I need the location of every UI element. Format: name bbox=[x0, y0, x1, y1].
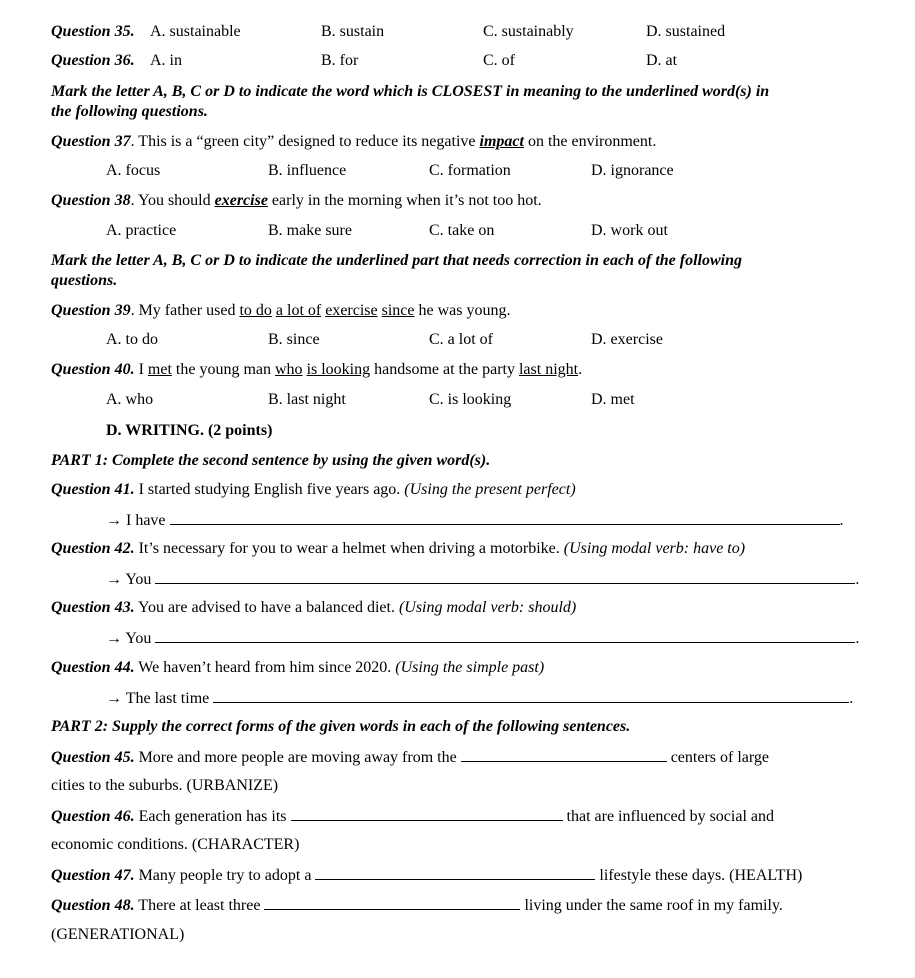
stem-text: You are advised to have a balanced diet. bbox=[134, 599, 399, 616]
hint-text: (Using modal verb: should) bbox=[398, 599, 577, 616]
question-number: Question 36. bbox=[51, 52, 135, 69]
q40-option-c: C. is looking bbox=[429, 391, 512, 408]
question-number: Question 35. bbox=[51, 23, 135, 40]
question-36-label bbox=[51, 51, 135, 71]
question-39-stem bbox=[51, 301, 510, 321]
q38-option-b: B. make sure bbox=[268, 222, 352, 239]
answer-blank[interactable] bbox=[155, 628, 855, 643]
stem-text: living under the same roof in my family. bbox=[520, 897, 783, 914]
question-number: Question 44. bbox=[51, 659, 135, 676]
underlined-part: to do bbox=[239, 302, 272, 319]
q39-option-b: B. since bbox=[268, 331, 320, 348]
question-number: Question 42. bbox=[51, 540, 135, 557]
question-46-stem bbox=[51, 806, 774, 827]
q37-option-b: B. influence bbox=[268, 162, 347, 179]
q35-option-b: B. sustain bbox=[321, 23, 385, 40]
instruction-correction-line1: Mark the letter A, B, C or D to indicate the underlined part that needs correction in each of the following bbox=[51, 252, 742, 269]
q37-option-c: C. formation bbox=[429, 162, 511, 179]
period: . bbox=[855, 571, 860, 588]
question-45-stem bbox=[51, 747, 769, 768]
stem-text: handsome at the party bbox=[370, 361, 519, 378]
question-48-line2: (GENERATIONAL) bbox=[51, 926, 185, 943]
question-number: Question 39 bbox=[51, 302, 131, 319]
question-number: Question 47. bbox=[51, 867, 135, 884]
stem-text: early in the morning when it’s not too hot. bbox=[267, 192, 542, 209]
answer-lead: → The last time bbox=[106, 690, 210, 707]
stem-text: on the environment. bbox=[523, 133, 657, 150]
question-38-stem bbox=[51, 191, 542, 211]
q37-option-d: D. ignorance bbox=[591, 162, 674, 179]
q39-option-d: D. exercise bbox=[591, 331, 663, 348]
stem-text: . This is a “green city” designed to reduce its negative bbox=[130, 133, 480, 150]
instruction-closest-line1: Mark the letter A, B, C or D to indicate the word which is CLOSEST in meaning to the underlined word(s) in bbox=[51, 83, 770, 100]
stem-text: . You should bbox=[130, 192, 215, 209]
q38-option-c: C. take on bbox=[429, 222, 495, 239]
question-43-stem bbox=[51, 598, 576, 618]
stem-text: There at least three bbox=[134, 897, 265, 914]
question-number: Question 41. bbox=[51, 481, 135, 498]
stem-text: he was young. bbox=[414, 302, 511, 319]
underlined-part: is looking bbox=[306, 361, 371, 378]
q40-option-b: B. last night bbox=[268, 391, 346, 408]
question-48-stem bbox=[51, 895, 783, 916]
part1-heading: PART 1: Complete the second sentence by using the given word(s). bbox=[51, 452, 491, 469]
underlined-word: exercise bbox=[214, 192, 268, 209]
q35-option-d: D. sustained bbox=[646, 23, 726, 40]
q35-option-c: C. sustainably bbox=[483, 23, 574, 40]
underlined-part: a lot of bbox=[275, 302, 322, 319]
period: . bbox=[849, 690, 854, 707]
question-40-stem bbox=[51, 360, 582, 380]
instruction-closest-line2: the following questions. bbox=[51, 103, 208, 120]
q36-option-a: A. in bbox=[150, 52, 182, 69]
question-number: Question 46. bbox=[51, 808, 135, 825]
stem-text: the young man bbox=[171, 361, 275, 378]
stem-text: . My father used bbox=[130, 302, 240, 319]
answer-lead: → You bbox=[106, 630, 152, 647]
question-number: Question 43. bbox=[51, 599, 135, 616]
part2-heading: PART 2: Supply the correct forms of the given words in each of the following sentences. bbox=[51, 718, 631, 735]
question-number: Question 40. bbox=[51, 361, 135, 378]
underlined-part: last night bbox=[518, 361, 579, 378]
hint-text: (Using modal verb: have to) bbox=[563, 540, 746, 557]
stem-text: Each generation has its bbox=[134, 808, 291, 825]
stem-text: centers of large bbox=[666, 749, 770, 766]
period: . bbox=[855, 630, 860, 647]
underlined-word: impact bbox=[479, 133, 524, 150]
stem-text: More and more people are moving away from the bbox=[134, 749, 461, 766]
question-45-line2: cities to the suburbs. (URBANIZE) bbox=[51, 777, 279, 794]
question-41-answer bbox=[106, 510, 844, 531]
answer-lead: → You bbox=[106, 571, 152, 588]
writing-section-heading: D. WRITING. (2 points) bbox=[106, 422, 273, 439]
stem-text: We haven’t heard from him since 2020. bbox=[134, 659, 396, 676]
q39-option-a: A. to do bbox=[106, 331, 158, 348]
answer-blank[interactable] bbox=[155, 569, 855, 584]
stem-text: . bbox=[578, 361, 583, 378]
q38-option-a: A. practice bbox=[106, 222, 177, 239]
question-46-line2: economic conditions. (CHARACTER) bbox=[51, 836, 300, 853]
underlined-part: met bbox=[147, 361, 172, 378]
q36-option-b: B. for bbox=[321, 52, 359, 69]
question-number: Question 45. bbox=[51, 749, 135, 766]
question-37-stem bbox=[51, 132, 656, 152]
question-number: Question 48. bbox=[51, 897, 135, 914]
stem-text: I bbox=[134, 361, 148, 378]
answer-blank[interactable] bbox=[264, 895, 520, 910]
q38-option-d: D. work out bbox=[591, 222, 668, 239]
question-44-stem bbox=[51, 658, 544, 678]
stem-text: lifestyle these days. (HEALTH) bbox=[595, 867, 803, 884]
q39-option-c: C. a lot of bbox=[429, 331, 493, 348]
answer-blank[interactable] bbox=[315, 865, 595, 880]
q40-option-a: A. who bbox=[106, 391, 154, 408]
question-35-label bbox=[51, 22, 135, 42]
q36-option-d: D. at bbox=[646, 52, 678, 69]
stem-text: I started studying English five years ago. bbox=[134, 481, 405, 498]
stem-text: that are influenced by social and bbox=[562, 808, 774, 825]
question-number: Question 38 bbox=[51, 192, 131, 209]
answer-lead: → I have bbox=[106, 512, 166, 529]
answer-blank[interactable] bbox=[461, 747, 667, 762]
underlined-part: exercise bbox=[325, 302, 378, 319]
q40-option-d: D. met bbox=[591, 391, 635, 408]
q37-option-a: A. focus bbox=[106, 162, 161, 179]
question-42-answer bbox=[106, 569, 859, 590]
question-41-stem bbox=[51, 480, 576, 500]
hint-text: (Using the simple past) bbox=[395, 659, 545, 676]
period: . bbox=[839, 512, 844, 529]
q36-option-c: C. of bbox=[483, 52, 515, 69]
underlined-part: since bbox=[381, 302, 415, 319]
answer-blank[interactable] bbox=[213, 688, 849, 703]
question-number: Question 37 bbox=[51, 133, 131, 150]
underlined-part: who bbox=[275, 361, 303, 378]
question-43-answer bbox=[106, 628, 859, 649]
answer-blank[interactable] bbox=[291, 806, 563, 821]
hint-text: (Using the present perfect) bbox=[404, 481, 576, 498]
answer-blank[interactable] bbox=[170, 510, 840, 525]
question-44-answer bbox=[106, 688, 853, 709]
question-47-stem bbox=[51, 865, 802, 886]
question-42-stem bbox=[51, 539, 745, 559]
q35-option-a: A. sustainable bbox=[150, 23, 241, 40]
stem-text: Many people try to adopt a bbox=[134, 867, 316, 884]
instruction-correction-line2: questions. bbox=[51, 272, 118, 289]
stem-text: It’s necessary for you to wear a helmet when driving a motorbike. bbox=[134, 540, 564, 557]
